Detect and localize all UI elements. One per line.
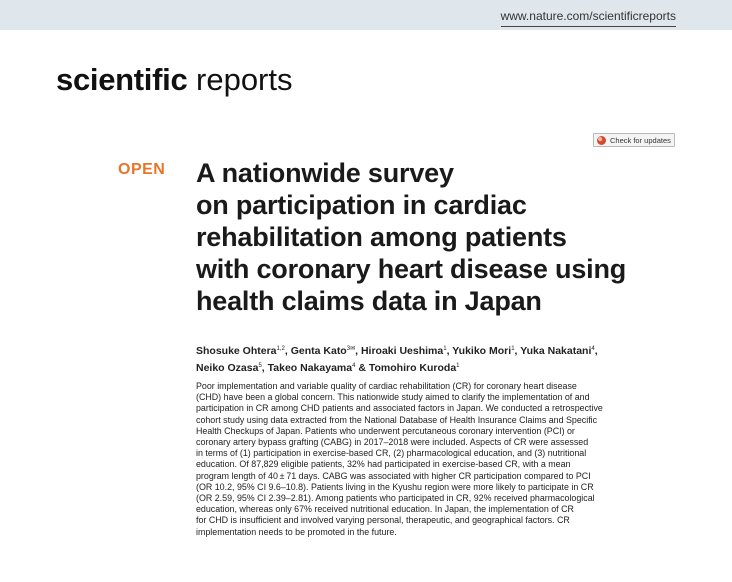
author-name[interactable]: Shosuke Ohtera xyxy=(196,345,277,357)
title-line: A nationwide survey xyxy=(196,158,454,188)
article-title xyxy=(196,157,696,317)
abstract-line: implementation needs to be promoted in the future. xyxy=(196,526,397,537)
author-name[interactable]: Tomohiro Kuroda xyxy=(368,361,457,374)
title-line: health claims data in Japan xyxy=(196,286,542,316)
abstract-line: (OR 10.2, 95% CI 9.6–10.8). Patients living in the Kyushu region were more likely to participate in CR xyxy=(196,481,594,492)
abstract-line: Poor implementation and variable quality of cardiac rehabilitation (CR) for coronary heart disease xyxy=(196,381,577,391)
title-line: with coronary heart disease using xyxy=(196,254,627,284)
author-affiliation: 4 xyxy=(352,362,356,369)
journal-name-light: reports xyxy=(196,62,293,97)
author-affiliation: 3✉ xyxy=(346,346,356,352)
crossmark-icon xyxy=(597,136,606,145)
abstract-line: participation in CR among CHD patients and associated factors in Japan. We conducted a retrospective xyxy=(196,403,603,414)
title-line: on participation in cardiac xyxy=(196,190,527,220)
abstract-line: for CHD is insufficient and involved varying personal, therapeutic, and geographical factors. CR xyxy=(196,515,570,526)
check-for-updates-button[interactable] xyxy=(593,133,675,147)
open-access-label: OPEN xyxy=(118,161,166,178)
check-for-updates-label: Check for updates xyxy=(610,135,671,145)
author-affiliation: 1 xyxy=(443,346,447,352)
abstract-line: (CHD) have been a global concern. This nationwide study aimed to clarify the implementation of and xyxy=(196,392,590,403)
journal-masthead[interactable] xyxy=(56,61,293,99)
abstract-line: cohort study using data extracted from the National Database of Health Insurance Claims and Specific xyxy=(196,414,598,425)
abstract-line: (OR 2.59, 95% CI 2.39–2.81). Among patients who participated in CR, 92% received pharmacological xyxy=(196,493,595,504)
author-affiliation: 5 xyxy=(258,362,262,369)
journal-url-link[interactable]: www.nature.com/scientificreports xyxy=(501,5,676,27)
abstract-line: in terms of (1) participation in exercise-based CR, (2) pharmacological education, and (3) nutritional xyxy=(196,448,587,459)
author-name[interactable]: Takeo Nakayama xyxy=(267,361,353,374)
author-affiliation: 1 xyxy=(511,346,515,352)
author-line: Neiko Ozasa$^5$, Takeo Nakayama$^4$ & Tomohiro Kuroda$^1$ xyxy=(196,361,460,374)
abstract xyxy=(196,381,706,538)
author-line: Shosuke Ohtera$^{1,2}$, Genta Kato$^{3✉}$, Hiroaki Ueshima$^1$, Yukiko Mori$^1$, Yuka Nakatani$^4$, xyxy=(196,345,598,357)
author-name[interactable]: Genta Kato xyxy=(290,345,347,357)
author-affiliation: 4 xyxy=(591,346,595,352)
abstract-line: program length of 40 ± 71 days. CABG was associated with higher CR participation compared to PCI xyxy=(196,470,591,481)
abstract-line: education, whereas only 67% received nutritional education. In Japan, the implementation of CR xyxy=(196,504,574,515)
author-name[interactable]: Yukiko Mori xyxy=(452,345,512,357)
author-affiliation: 1,2 xyxy=(276,346,285,352)
author-name[interactable]: Yuka Nakatani xyxy=(520,345,592,357)
author-affiliation: 1 xyxy=(456,362,460,369)
abstract-line: Health Checkups of Japan. Patients who underwent percutaneous coronary intervention (PCI) or xyxy=(196,425,575,436)
journal-name-bold: scientific xyxy=(56,62,188,97)
title-line: rehabilitation among patients xyxy=(196,222,567,252)
abstract-line: education. Of 87,829 eligible patients, 32% had participated in exercise-based CR, with a mean xyxy=(196,459,571,470)
abstract-line: coronary artery bypass grafting (CABG) in 2017–2018 were included. Aspects of CR were assessed xyxy=(196,437,589,448)
author-list xyxy=(196,342,696,375)
author-name[interactable]: Hiroaki Ueshima xyxy=(360,345,444,357)
author-name[interactable]: Neiko Ozasa xyxy=(196,361,259,374)
header-bar xyxy=(0,0,732,30)
